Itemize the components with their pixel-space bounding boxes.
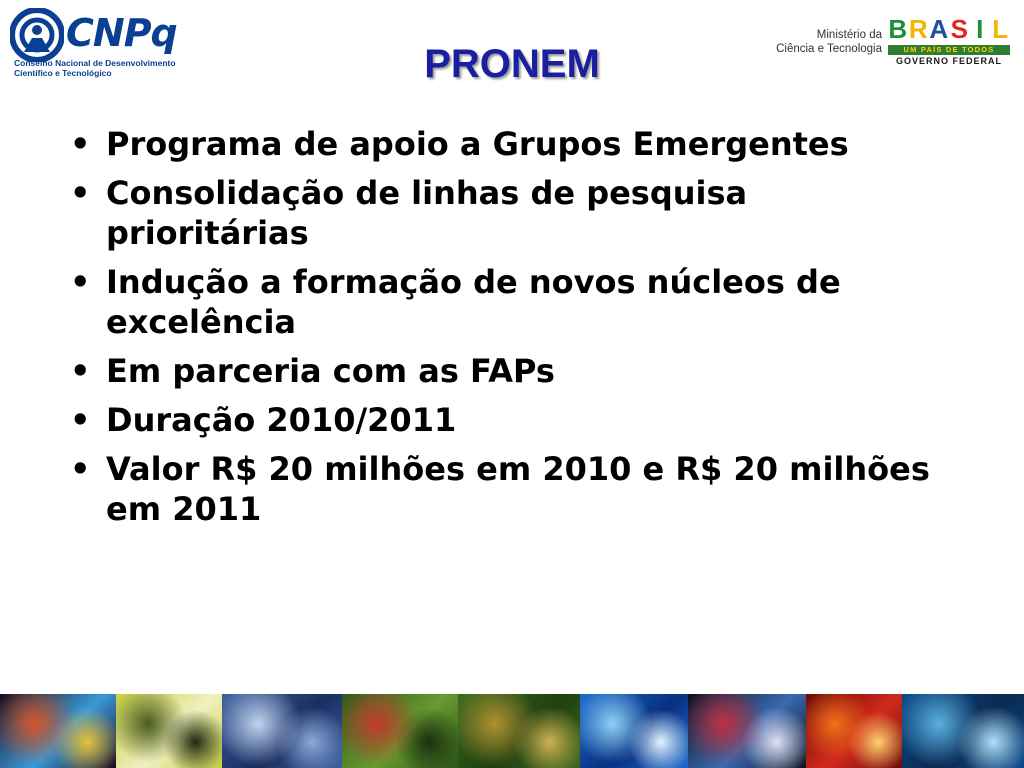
- bullet-item: [70, 400, 950, 440]
- solar-panel-photo: [222, 694, 342, 768]
- brasil-letter: I: [976, 14, 984, 44]
- slide-title: PRONEM: [424, 42, 600, 86]
- fiber-optics-photo: [0, 694, 116, 768]
- bullet-item: [70, 449, 950, 529]
- brasil-logo-footer: GOVERNO FEDERAL: [895, 56, 1002, 66]
- bullet-icon: •: [70, 125, 91, 163]
- bullet-text: Valor R$ 20 milhões em 2010 e R$ 20 milhões em 2011: [106, 450, 930, 528]
- ministerio-label: [776, 28, 882, 56]
- coffee-plant-photo: [342, 694, 458, 768]
- microscope-photo: [116, 694, 222, 768]
- cnpq-subtitle-line: Conselho Nacional de Desenvolvimento: [14, 58, 176, 68]
- brasil-letter: A: [929, 14, 949, 44]
- bullet-item: [70, 173, 950, 253]
- bullet-text: Duração 2010/2011: [106, 401, 457, 439]
- bullet-icon: •: [70, 263, 91, 301]
- cnpq-logo-wordmark: CNPq: [66, 11, 177, 55]
- bullet-text: Em parceria com as FAPs: [106, 352, 555, 390]
- cnpq-subtitle-line: Científico e Tecnológico: [14, 68, 112, 78]
- bullet-icon: •: [70, 450, 91, 488]
- bullet-icon: •: [70, 352, 91, 390]
- brasil-logo-letters: [888, 14, 1010, 44]
- circuit-board-photo: [458, 694, 580, 768]
- technology-blue-photo: [902, 694, 1024, 768]
- brasil-letter: B: [888, 14, 908, 44]
- syringe-photo: [580, 694, 688, 768]
- bullet-text: Consolidação de linhas de pesquisa prioritárias: [106, 174, 748, 252]
- brasil-logo-tagline: UM PAÍS DE TODOS: [888, 45, 1010, 55]
- bullet-text: Indução a formação de novos núcleos de excelência: [106, 263, 841, 341]
- brasil-letter: R: [908, 14, 928, 44]
- photo-strip-footer: [0, 694, 1024, 768]
- bullet-icon: •: [70, 174, 91, 212]
- bullet-item: [70, 262, 950, 342]
- chemistry-glow-photo: [806, 694, 902, 768]
- dna-helix-photo: [688, 694, 806, 768]
- bullet-text: Programa de apoio a Grupos Emergentes: [106, 125, 849, 163]
- brasil-letter: L: [992, 14, 1009, 44]
- brasil-governo-federal-logo: [888, 14, 1010, 66]
- bullet-icon: •: [70, 401, 91, 439]
- ministerio-line: Ministério da: [816, 29, 882, 41]
- brasil-letter: S: [950, 14, 968, 44]
- bullet-item: [70, 124, 950, 164]
- bullet-list: [70, 124, 950, 538]
- bullet-item: [70, 351, 950, 391]
- ministerio-line: Ciência e Tecnologia: [776, 43, 882, 55]
